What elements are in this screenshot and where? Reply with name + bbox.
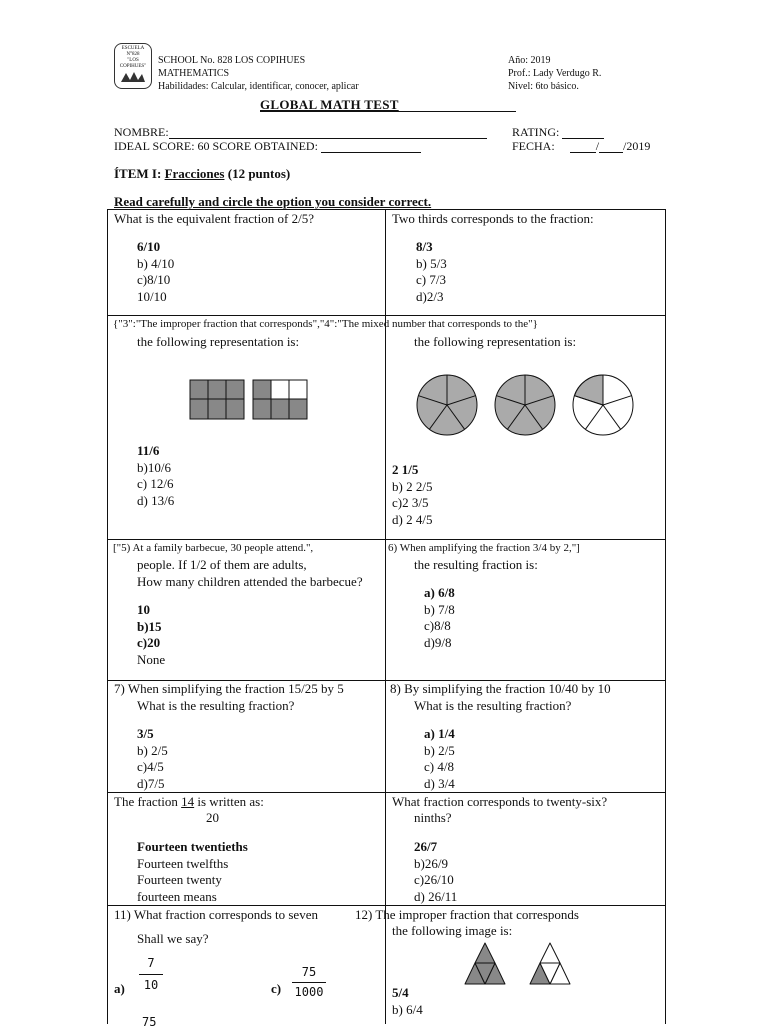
rectangles-figure bbox=[189, 379, 311, 421]
school-name: SCHOOL No. 828 LOS COPIHUES bbox=[158, 55, 306, 66]
q6-line2: the resulting fraction is: bbox=[414, 557, 538, 572]
q2-text: Two thirds corresponds to the fraction: bbox=[392, 211, 594, 226]
teacher: Prof.: Lady Verdugo R. bbox=[508, 68, 602, 79]
rating-label: RATING: bbox=[512, 125, 560, 139]
q5-line3: How many children attended the barbecue? bbox=[137, 574, 363, 589]
row-divider bbox=[108, 792, 665, 793]
subject: MATHEMATICS bbox=[158, 68, 230, 79]
q8-option[interactable]: b) 2/5 bbox=[424, 742, 455, 758]
q10-option[interactable]: 26/7 bbox=[414, 839, 438, 854]
q6-option[interactable]: c)8/8 bbox=[424, 618, 451, 633]
q10-option[interactable]: d) 26/11 bbox=[414, 888, 458, 904]
q2-option[interactable]: b) 5/3 bbox=[416, 255, 447, 271]
q9-option[interactable]: Fourteen twentieths bbox=[137, 839, 248, 854]
q3-option[interactable]: d) 13/6 bbox=[137, 492, 175, 508]
q4-options bbox=[392, 462, 432, 528]
q7-option[interactable]: d)7/5 bbox=[137, 775, 165, 791]
level: Nivel: 6to básico. bbox=[508, 81, 579, 92]
q5-option[interactable]: b)15 bbox=[137, 618, 162, 634]
q3-q4-text: {"3":"The improper fraction that corresponds","4":"The mixed number that corresponds to the"} bbox=[113, 318, 538, 330]
q1-option[interactable]: 10/10 bbox=[137, 288, 167, 304]
school-logo bbox=[114, 43, 152, 89]
q1-options bbox=[137, 239, 174, 305]
q6-options bbox=[424, 585, 455, 651]
q11-line2: Shall we say? bbox=[137, 931, 209, 946]
triangles-figure bbox=[463, 941, 591, 987]
q10-line2: ninths? bbox=[414, 810, 452, 825]
q3-option[interactable]: b)10/6 bbox=[137, 459, 171, 475]
q8-line2: What is the resulting fraction? bbox=[414, 698, 572, 713]
row-divider bbox=[108, 539, 665, 540]
q8-option[interactable]: d) 3/4 bbox=[424, 775, 455, 791]
logo-text: N°828 bbox=[126, 52, 140, 57]
q4-option[interactable]: 2 1/5 bbox=[392, 462, 419, 477]
q12-option[interactable]: 5/4 bbox=[392, 985, 409, 1000]
logo-text: COPIHUES" bbox=[119, 64, 147, 69]
row-divider bbox=[108, 315, 665, 316]
item-heading: ÍTEM I: Fracciones (12 puntos) bbox=[114, 166, 291, 181]
q7-line2: What is the resulting fraction? bbox=[137, 698, 295, 713]
q1-option[interactable]: c)8/10 bbox=[137, 272, 171, 287]
instructions: Read carefully and circle the option you consider correct. bbox=[114, 194, 432, 209]
q1-text: What is the equivalent fraction of 2/5? bbox=[114, 211, 314, 226]
q7-option[interactable]: 3/5 bbox=[137, 726, 154, 741]
date-year: /2019 bbox=[623, 139, 651, 153]
q6-text: 6) When amplifying the fraction 3/4 by 2,"] bbox=[388, 542, 580, 554]
q8-option[interactable]: a) 1/4 bbox=[424, 726, 455, 741]
q11-option-a-label[interactable]: a) bbox=[114, 981, 125, 996]
q12-text: 12) The improper fraction that corresponds bbox=[355, 907, 579, 922]
q10-option[interactable]: b)26/9 bbox=[414, 855, 448, 871]
q5-text: ["5) At a family barbecue, 30 people attend.", bbox=[113, 542, 314, 554]
q9-option[interactable]: Fourteen twelfths bbox=[137, 855, 229, 871]
q4-option[interactable]: d) 2 4/5 bbox=[392, 511, 433, 527]
q2-option[interactable]: c) 7/3 bbox=[416, 272, 446, 287]
q3-options bbox=[137, 443, 174, 509]
q3-line2: the following representation is: bbox=[137, 334, 300, 349]
title-underline bbox=[260, 111, 516, 112]
row-divider bbox=[108, 209, 665, 210]
q2-options bbox=[416, 239, 447, 305]
q8-options bbox=[424, 726, 455, 792]
q12-options bbox=[392, 985, 423, 1018]
q1-option[interactable]: 6/10 bbox=[137, 239, 161, 254]
date-sep: / bbox=[595, 139, 600, 153]
q4-option[interactable]: b) 2 2/5 bbox=[392, 478, 433, 494]
q7-option[interactable]: b) 2/5 bbox=[137, 742, 168, 758]
q9-denominator: 20 bbox=[206, 810, 219, 825]
q9-option[interactable]: Fourteen twenty bbox=[137, 872, 222, 887]
q5-options bbox=[137, 602, 165, 668]
numerator: 7 bbox=[147, 956, 155, 970]
score-label: IDEAL SCORE: 60 SCORE OBTAINED: bbox=[114, 139, 318, 153]
numerator: 75 bbox=[301, 965, 317, 979]
logo-emblem-icon bbox=[118, 70, 148, 84]
q7-option[interactable]: c)4/5 bbox=[137, 759, 164, 774]
q10-option[interactable]: c)26/10 bbox=[414, 872, 454, 887]
q9-text: The fraction 14 is written as: bbox=[114, 794, 264, 809]
q9-options bbox=[137, 839, 248, 905]
item-points: (12 puntos) bbox=[224, 166, 291, 181]
q3-option[interactable]: 11/6 bbox=[137, 443, 160, 458]
q5-option[interactable]: 10 bbox=[137, 602, 150, 617]
denominator: 1000 bbox=[292, 982, 326, 999]
q5-option[interactable]: c)20 bbox=[137, 635, 161, 650]
course-info bbox=[508, 54, 601, 93]
name-label: NOMBRE: bbox=[114, 125, 169, 139]
q11-next-option: 75 bbox=[142, 1015, 157, 1029]
rating-field[interactable] bbox=[512, 125, 604, 139]
q11-option-c-label[interactable]: c) bbox=[271, 981, 282, 996]
logo-text: ESCUELA bbox=[121, 46, 145, 51]
q3-option[interactable]: c) 12/6 bbox=[137, 476, 174, 491]
skills: Habilidades: Calcular, identificar, conocer, aplicar bbox=[158, 81, 359, 92]
row-divider bbox=[108, 905, 665, 906]
q5-line2: people. If 1/2 of them are adults, bbox=[137, 557, 307, 572]
q1-option[interactable]: b) 4/10 bbox=[137, 255, 175, 271]
q9-numerator: 14 bbox=[181, 794, 195, 809]
q4-line2: the following representation is: bbox=[414, 334, 577, 349]
q5-option[interactable]: None bbox=[137, 651, 166, 667]
q12-line2: the following image is: bbox=[392, 923, 513, 938]
q11-option-c[interactable] bbox=[292, 965, 326, 999]
q11-option-a[interactable] bbox=[139, 956, 163, 992]
q7-text: 7) When simplifying the fraction 15/25 by 5 bbox=[114, 681, 344, 696]
q2-option[interactable]: 8/3 bbox=[416, 239, 433, 254]
date-field[interactable] bbox=[512, 139, 650, 153]
q8-option[interactable]: c) 4/8 bbox=[424, 759, 454, 774]
date-label: FECHA: bbox=[512, 139, 555, 153]
score-field[interactable] bbox=[114, 139, 421, 153]
q8-text: 8) By simplifying the fraction 10/40 by 10 bbox=[390, 681, 611, 696]
q2-option[interactable]: d)2/3 bbox=[416, 288, 444, 304]
q10-options bbox=[414, 839, 457, 905]
item-topic: Fracciones bbox=[164, 166, 225, 181]
name-field[interactable] bbox=[114, 125, 487, 139]
q9-option[interactable]: fourteen means bbox=[137, 888, 217, 904]
q12-option[interactable]: b) 6/4 bbox=[392, 1001, 423, 1017]
school-info bbox=[158, 54, 359, 93]
q6-option[interactable]: a) 6/8 bbox=[424, 585, 455, 600]
q11-text: 11) What fraction corresponds to seven bbox=[114, 907, 318, 922]
year: Año: 2019 bbox=[508, 55, 551, 66]
q6-option[interactable]: d)9/8 bbox=[424, 634, 452, 650]
page-title: GLOBAL MATH TEST bbox=[260, 97, 399, 112]
q7-options bbox=[137, 726, 168, 792]
q6-option[interactable]: b) 7/8 bbox=[424, 601, 455, 617]
q10-text: What fraction corresponds to twenty-six? bbox=[392, 794, 608, 809]
denominator: 10 bbox=[139, 974, 163, 992]
circles-figure bbox=[414, 372, 638, 438]
q4-option[interactable]: c)2 3/5 bbox=[392, 495, 429, 510]
logo-text: "LOS bbox=[127, 58, 139, 63]
